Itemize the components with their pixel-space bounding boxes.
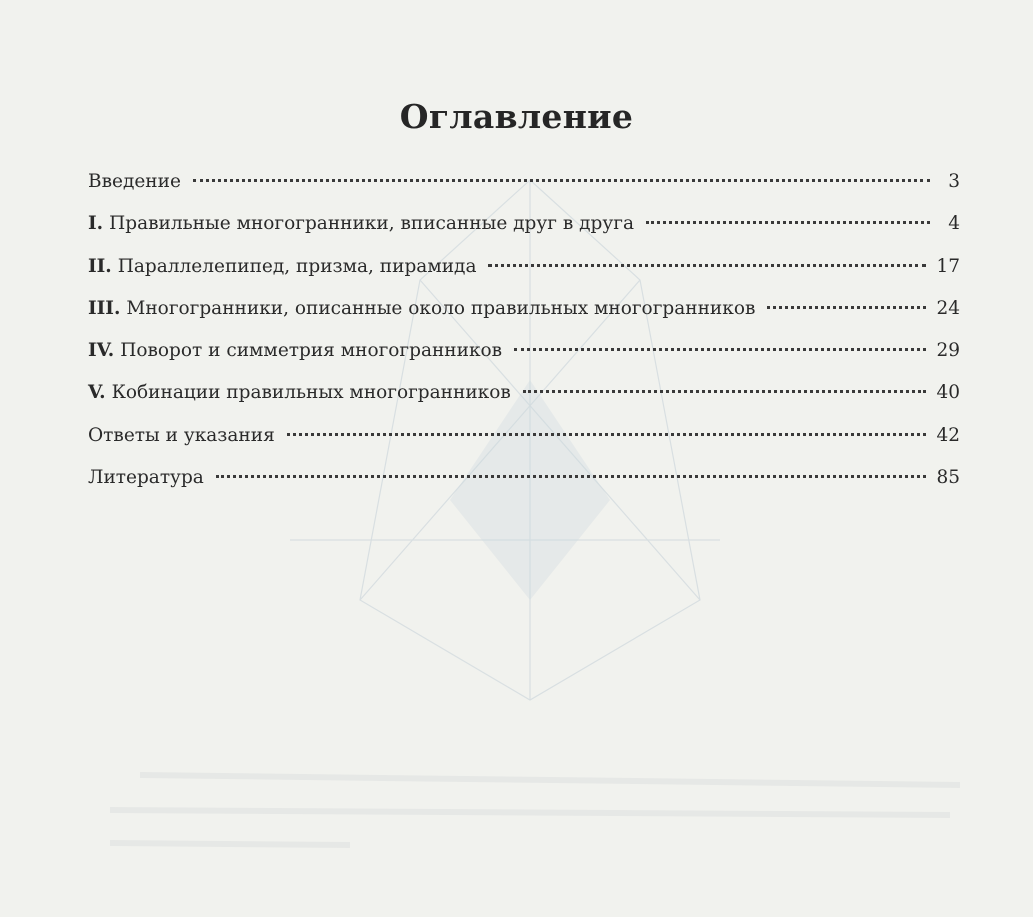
page-number: 85 (936, 467, 960, 489)
page-number: 24 (936, 297, 960, 319)
page-title: Оглавление (399, 97, 634, 136)
toc-entry (88, 377, 960, 419)
page-number: 40 (936, 382, 960, 404)
toc-entry (88, 166, 960, 208)
dot-leader (514, 348, 926, 351)
entry-title: Кобинации правильных многогранников (111, 382, 511, 404)
chapter-numeral: I. (88, 213, 104, 235)
dot-leader (767, 306, 926, 309)
chapter-numeral: IV. (88, 340, 115, 362)
entry-title: Правильные многогранники, вписанные друг в друга (109, 213, 634, 235)
page-number: 42 (936, 424, 960, 446)
page-number: 29 (936, 340, 960, 362)
chapter-numeral: V. (88, 382, 106, 404)
toc-entry (88, 293, 960, 335)
page-number: 17 (936, 255, 960, 277)
toc-entry (88, 335, 960, 377)
entry-title: Введение (88, 171, 181, 192)
chapter-numeral: II. (88, 255, 112, 277)
entry-title: Параллелепипед, призма, пирамида (117, 255, 477, 277)
toc-entry (88, 208, 960, 250)
entry-title: Литература (88, 467, 204, 489)
table-of-contents (88, 166, 960, 504)
entry-title: Поворот и симметрия многогранников (120, 340, 503, 362)
entry-title: Ответы и указания (88, 424, 275, 446)
chapter-numeral: III. (88, 297, 121, 319)
entry-title: Многогранники, описанные около правильных многогранников (126, 297, 756, 319)
dot-leader (193, 179, 930, 182)
dot-leader (646, 221, 930, 224)
toc-entry (88, 420, 960, 462)
dot-leader (287, 433, 927, 436)
toc-entry (88, 462, 960, 504)
dot-leader (488, 264, 926, 267)
dot-leader (523, 390, 927, 393)
page-number: 3 (948, 171, 960, 192)
toc-entry (88, 251, 960, 293)
dot-leader (216, 475, 927, 478)
page-number: 4 (948, 213, 960, 235)
